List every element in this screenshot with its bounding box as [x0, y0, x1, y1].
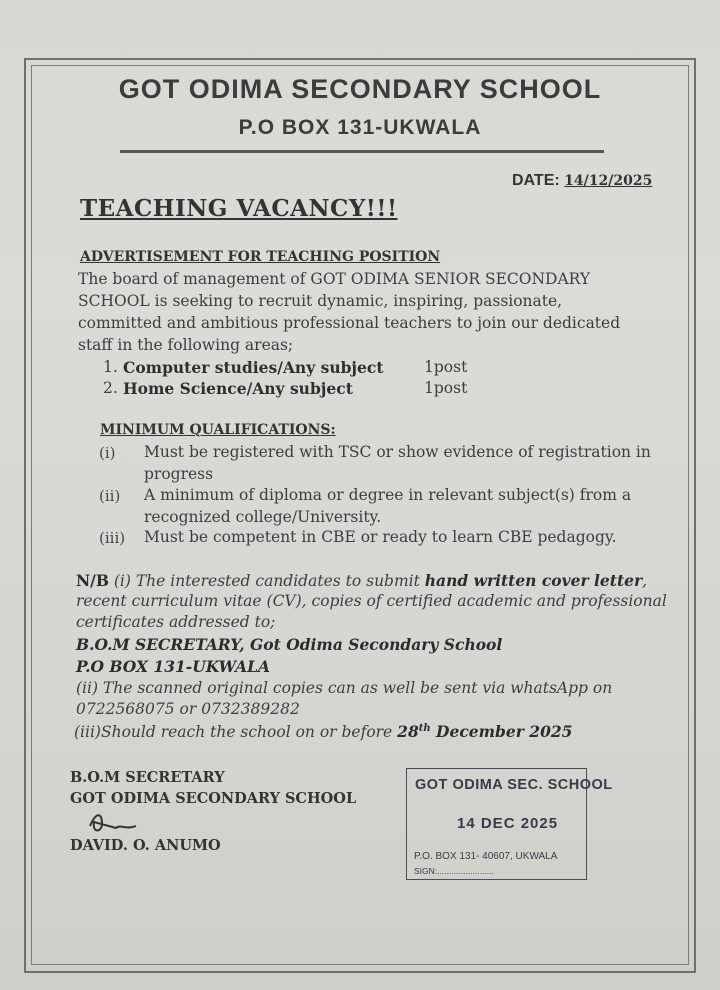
advert-line: The board of management of GOT ODIMA SENIOR SECONDARY: [78, 270, 591, 288]
nb-line: certificates addressed to;: [76, 613, 276, 631]
qualification-text: recognized college/University.: [144, 508, 382, 526]
nb-label: N/B: [76, 571, 109, 590]
addressee-line: B.O.M SECRETARY, Got Odima Secondary School: [76, 635, 503, 654]
qualification-text: A minimum of diploma or degree in relevant subject(s) from a: [144, 486, 632, 504]
stamp-date: 14 DEC 2025: [457, 815, 559, 832]
position-number: 1.: [103, 358, 118, 376]
date-label: DATE:: [512, 172, 560, 189]
qualifications-heading: MINIMUM QUALIFICATIONS:: [100, 422, 336, 438]
deadline-line: (iii)Should reach the school on or before 28th December 2025: [74, 722, 573, 741]
date-line: [512, 172, 652, 190]
position-subject: Computer studies/Any subject: [123, 358, 384, 377]
qualification-roman: (iii): [99, 529, 126, 547]
position-number: 2.: [103, 379, 118, 397]
advert-line: staff in the following areas;: [78, 336, 294, 354]
header-divider: [120, 150, 604, 153]
qualification-roman: (i): [99, 444, 116, 462]
qualification-text: Must be competent in CBE or ready to learn CBE pedagogy.: [144, 528, 617, 546]
qualification-text: Must be registered with TSC or show evidence of registration in: [144, 443, 651, 461]
addressee-line: P.O BOX 131-UKWALA: [76, 657, 271, 676]
vacancy-title: TEACHING VACANCY!!!: [80, 195, 398, 222]
school-stamp: [406, 768, 613, 880]
school-name: GOT ODIMA SECONDARY SCHOOL: [118, 74, 602, 104]
signatory-role: B.O.M SECRETARY: [70, 769, 225, 786]
position-subject: Home Science/Any subject: [123, 379, 353, 398]
phone-numbers: 0722568075 or 0732389282: [76, 700, 300, 718]
date-value: 14/12/2025: [564, 173, 653, 189]
nb-line: N/B (i) The interested candidates to submit hand written cover letter,: [76, 571, 648, 590]
advert-line: committed and ambitious professional teachers to join our dedicated: [78, 314, 621, 332]
signature-scribble: [86, 808, 146, 838]
nb-line: (ii) The scanned original copies can as well be sent via whatsApp on: [76, 679, 613, 697]
stamp-school-name: GOT ODIMA SEC. SCHOOL: [415, 777, 613, 793]
qualification-text: progress: [144, 465, 214, 483]
signatory-school: GOT ODIMA SECONDARY SCHOOL: [70, 790, 357, 807]
qualification-roman: (ii): [99, 487, 121, 505]
nb-emphasis: hand written cover letter: [424, 571, 643, 590]
position-posts: 1post: [424, 379, 468, 397]
school-address: P.O BOX 131-UKWALA: [238, 116, 482, 139]
advert-line: SCHOOL is seeking to recruit dynamic, inspiring, passionate,: [78, 292, 563, 310]
position-posts: 1post: [424, 358, 468, 376]
stamp-address: P.O. BOX 131- 40607, UKWALA: [414, 851, 558, 862]
signatory-name: DAVID. O. ANUMO: [70, 837, 221, 854]
stamp-sign: SIGN:........................: [414, 866, 494, 876]
advert-heading: ADVERTISEMENT FOR TEACHING POSITION: [80, 249, 441, 265]
nb-line: recent curriculum vitae (CV), copies of certified academic and professional: [76, 592, 667, 610]
